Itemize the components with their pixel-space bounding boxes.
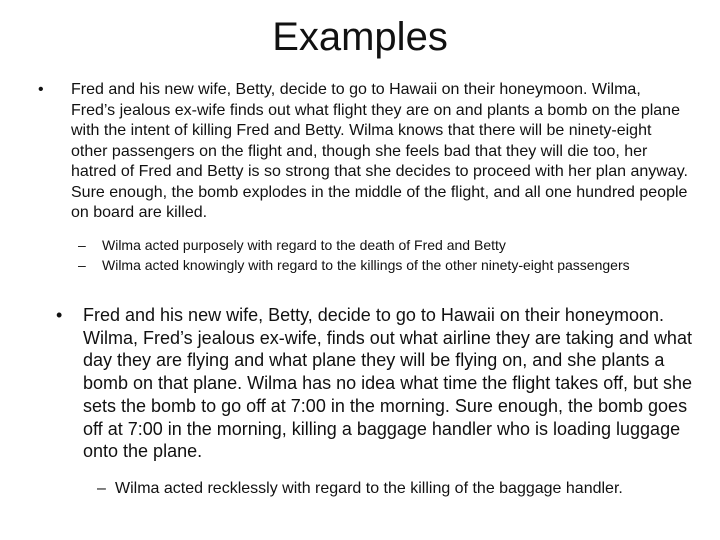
dash-marker: – — [78, 237, 86, 253]
slide-title: Examples — [272, 15, 448, 59]
sub-point — [78, 236, 678, 256]
example-2 — [56, 304, 696, 463]
sub-point — [97, 479, 687, 499]
dash-marker: – — [78, 256, 86, 273]
bullet-item — [38, 80, 688, 224]
example-2-subpoints — [97, 479, 687, 499]
example-1 — [38, 80, 688, 224]
example-2-text: Fred and his new wife, Betty, decide to go to Hawaii on their honeymoon. Wilma, Fred’s jealous ex-wife, finds out what airline they are taking and what day they are flying and what plane they will be flying on, and she plants a bomb on that plane. Wilma has no idea what time the flight takes off, but she sets the bomb to go off at 7:00 in the morning. Sure enough, the bomb goes off at 7:00 in the morning, killing a baggage handler who is loading luggage onto the plane. — [83, 305, 693, 462]
example-1-text: Fred and his new wife, Betty, decide to go to Hawaii on their honeymoon. Wilma, Fred’s jealous ex-wife finds out what flight they are on and plants a bomb on the plane with the intent of killing Fred and Betty. Wilma knows that there will be ninety-eight other passengers on the flight and, though she feels bad that they will die too, her hatred of Fred and Betty is so strong that she decides to proceed with her plan anyway. Sure enough, the bomb explodes in the middle of the flight, and all one hundred people on board are killed. — [71, 81, 688, 221]
bullet-marker: • — [56, 305, 63, 325]
sub-point-text: Wilma acted purposely with regard to the death of Fred and Betty — [102, 237, 506, 253]
sub-point-text: Wilma acted knowingly with regard to the killings of the other ninety-eight passengers — [102, 256, 630, 273]
dash-marker: – — [97, 480, 106, 497]
sub-point-text: Wilma acted recklessly with regard to the killing of the baggage handler. — [115, 480, 623, 497]
bullet-marker: • — [38, 81, 44, 98]
sub-point — [78, 256, 678, 276]
example-1-subpoints — [78, 236, 678, 275]
bullet-item — [56, 304, 696, 463]
